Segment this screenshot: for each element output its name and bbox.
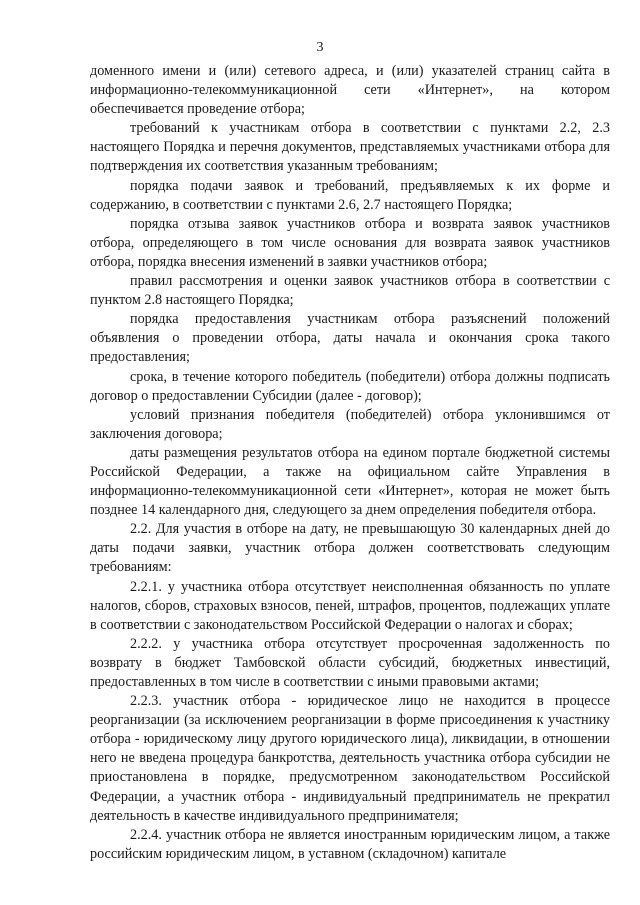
paragraph: порядка отзыва заявок участников отбора и возврата заявок участников отбора, определяющего в том числе основания для возврата заявок участников отбора, порядка внесения изменений в заявки участников отбора; xyxy=(90,215,610,270)
paragraph: 2.2. Для участия в отборе на дату, не превышающую 30 календарных дней до даты подачи заявки, участник отбора должен соответствовать следующим требованиям: xyxy=(90,521,610,576)
paragraph: порядка предоставления участникам отбора разъяснений положений объявления о проведении отбора, даты начала и окончания срока такого предоставления; xyxy=(90,311,610,366)
paragraph: правил рассмотрения и оценки заявок участников отбора в соответствии с пунктом 2.8 настоящего Порядка; xyxy=(90,273,610,309)
paragraph: 2.2.1. у участника отбора отсутствует неисполненная обязанность по уплате налогов, сборов, страховых взносов, пеней, штрафов, процентов, подлежащих уплате в соответствии с законодательством Российской Федерации о налогах и сборах; xyxy=(90,578,610,633)
page-number: 3 xyxy=(316,40,324,55)
paragraph: условий признания победителя (победителей) отбора уклонившимся от заключения договора; xyxy=(90,406,610,442)
paragraph: 2.2.3. участник отбора - юридическое лицо не находится в процессе реорганизации (за исключением реорганизации в форме присоединения к участнику отбора - юридическому лицу другого юридического лица), ликвидации, в отношении него не введена процедура банкротства, деятельность участника отбора субсидии не приостановлена в порядке, предусмотренном законодательством Российской Федерации, а участник отбора - индивидуальный предприниматель не прекратил деятельность в качестве индивидуального предпринимателя; xyxy=(90,693,610,824)
paragraph: доменного имени и (или) сетевого адреса, и (или) указателей страниц сайта в информационно-телекоммуникационной сети «Интернет», на котором обеспечивается проведение отбора; xyxy=(90,63,610,118)
paragraph: даты размещения результатов отбора на едином портале бюджетной системы Российской Федерации, а также на официальном сайте Управления в информационно-телекоммуникационной сети «Интернет», которая не может быть позднее 14 календарного дня, следующего за днем определения победителя отбора. xyxy=(90,444,610,519)
paragraph: требований к участникам отбора в соответствии с пунктами 2.2, 2.3 настоящего Порядка и перечня документов, представляемых участниками отбора для подтверждения их соответствия указанным требованиям; xyxy=(90,120,610,175)
document-body xyxy=(90,62,610,864)
paragraph: срока, в течение которого победитель (победители) отбора должны подписать договор о предоставлении Субсидии (далее - договор); xyxy=(90,368,610,404)
paragraph: 2.2.2. у участника отбора отсутствует просроченная задолженность по возврату в бюджет Тамбовской области субсидий, бюджетных инвестиций, предоставленных в том числе в соответствии с иными правовыми актами; xyxy=(90,635,610,690)
paragraph: 2.2.4. участник отбора не является иностранным юридическим лицом, а также российским юридическим лицом, в уставном (складочном) капитале xyxy=(90,826,610,862)
paragraph: порядка подачи заявок и требований, предъявляемых к их форме и содержанию, в соответствии с пунктами 2.6, 2.7 настоящего Порядка; xyxy=(90,177,610,213)
